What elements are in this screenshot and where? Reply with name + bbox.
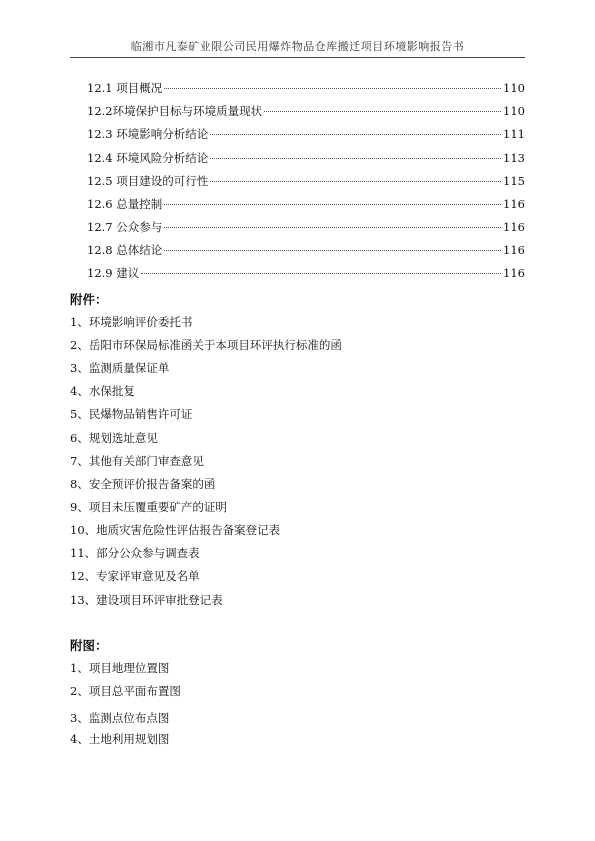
toc-entry-page: 116 — [503, 266, 525, 280]
toc-leader-dots — [164, 204, 501, 205]
toc-leader-dots — [164, 88, 501, 89]
figure-item: 1、项目地理位置图 — [70, 661, 170, 675]
toc-leader-dots — [210, 134, 501, 135]
toc-entry-page: 116 — [503, 243, 525, 257]
toc-entry[interactable] — [87, 150, 525, 168]
toc-entry-label: 12.8 总体结论 — [87, 243, 163, 257]
toc-entry-page: 113 — [503, 151, 525, 165]
toc-entry[interactable] — [87, 265, 525, 283]
attachment-item: 5、民爆物品销售许可证 — [70, 407, 193, 421]
toc-leader-dots — [264, 111, 501, 112]
toc-entry-label: 12.4 环境风险分析结论 — [87, 151, 209, 165]
figure-item: 4、土地利用规划图 — [70, 732, 170, 746]
attachment-item: 13、建设项目环评审批登记表 — [70, 593, 223, 607]
attachment-item: 8、安全预评价报告备案的函 — [70, 477, 216, 491]
figures-heading: 附图： — [70, 638, 108, 653]
toc-entry[interactable] — [87, 173, 525, 191]
toc-entry-label: 12.3 环境影响分析结论 — [87, 127, 209, 141]
toc-entry-page: 110 — [503, 104, 525, 118]
toc-entry-label: 12.6 总量控制 — [87, 197, 163, 211]
toc-entry[interactable] — [87, 219, 525, 237]
toc-leader-dots — [164, 250, 501, 251]
toc-entry-label: 12.9 建议 — [87, 266, 140, 280]
toc-entry-label: 12.2环境保护目标与环境质量现状 — [87, 104, 263, 118]
toc-entry[interactable] — [87, 103, 525, 121]
toc-leader-dots — [210, 158, 501, 159]
toc-entry[interactable] — [87, 126, 525, 144]
toc-leader-dots — [141, 273, 501, 274]
toc-entry-label: 12.5 项目建设的可行性 — [87, 174, 209, 188]
attachment-item: 6、规划选址意见 — [70, 431, 158, 445]
toc-entry[interactable] — [87, 242, 525, 260]
attachments-heading: 附件： — [70, 292, 108, 307]
toc-entry-page: 110 — [503, 81, 525, 95]
figure-item: 3、监测点位布点图 — [70, 711, 170, 725]
toc-entry-page: 115 — [503, 174, 525, 188]
toc-entry[interactable] — [87, 196, 525, 214]
attachment-item: 9、项目未压覆重要矿产的证明 — [70, 500, 227, 514]
toc-entry-label: 12.1 项目概况 — [87, 81, 163, 95]
toc-leader-dots — [210, 181, 501, 182]
toc-entry-label: 12.7 公众参与 — [87, 220, 163, 234]
attachment-item: 11、部分公众参与调查表 — [70, 546, 200, 560]
toc-entry[interactable] — [87, 80, 525, 98]
figure-item: 2、项目总平面布置图 — [70, 684, 181, 698]
attachment-item: 12、专家评审意见及名单 — [70, 569, 200, 583]
attachment-item: 7、其他有关部门审查意见 — [70, 454, 204, 468]
header-divider — [70, 57, 525, 58]
toc-entry-page: 116 — [503, 197, 525, 211]
attachment-item: 2、岳阳市环保局标准函关于本项目环评执行标准的函 — [70, 338, 342, 352]
attachment-item: 3、监测质量保证单 — [70, 361, 170, 375]
toc-entry-page: 116 — [503, 220, 525, 234]
attachment-item: 4、水保批复 — [70, 384, 135, 398]
toc-leader-dots — [164, 227, 501, 228]
page-header-title: 临湘市凡泰矿业限公司民用爆炸物品仓库搬迁项目环境影响报告书 — [130, 40, 465, 53]
attachment-item: 10、地质灾害危险性评估报告备案登记表 — [70, 523, 281, 537]
attachment-item: 1、环境影响评价委托书 — [70, 315, 193, 329]
toc-entry-page: 111 — [503, 127, 525, 141]
